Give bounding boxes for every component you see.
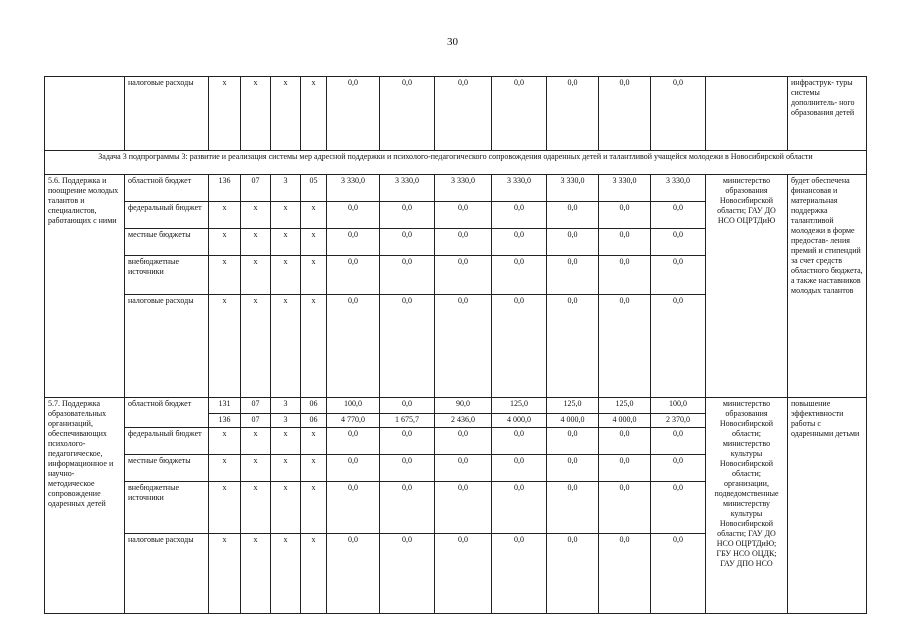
value-cell: 125,0: [492, 398, 547, 414]
executor-cell: [706, 77, 788, 151]
value-cell: 0,0: [492, 482, 547, 534]
code-cell: х: [209, 534, 241, 614]
executor-cell: министерство образования Новосибирской области; министерство культуры Новосибирской области; организации, подведомственные министерству культуры Новосибирской области; ГАУ ДО НСО ОЦРТДиЮ; ГБУ НСО ОЦДК; ГАУ ДПО НСО: [706, 398, 788, 614]
value-cell: 0,0: [380, 295, 435, 398]
code-cell: х: [271, 202, 301, 229]
value-cell: 0,0: [435, 202, 492, 229]
code-cell: 07: [241, 175, 271, 202]
value-cell: 0,0: [651, 428, 706, 455]
value-cell: 0,0: [492, 229, 547, 256]
value-cell: 90,0: [435, 398, 492, 414]
code-cell: х: [241, 482, 271, 534]
value-cell: 3 330,0: [492, 175, 547, 202]
funding-table: [44, 76, 867, 614]
source-cell: внебюджетные источники: [125, 482, 209, 534]
value-cell: 0,0: [380, 229, 435, 256]
source-cell: федеральный бюджет: [125, 428, 209, 455]
code-cell: х: [241, 256, 271, 295]
code-cell: 05: [301, 175, 327, 202]
table-row: [45, 77, 867, 151]
source-cell: внебюджетные источники: [125, 256, 209, 295]
value-cell: 3 330,0: [547, 175, 599, 202]
code-cell: х: [271, 428, 301, 455]
value-cell: 2 370,0: [651, 414, 706, 428]
source-cell: областной бюджет: [125, 398, 209, 428]
code-cell: х: [241, 295, 271, 398]
value-cell: 2 436,0: [435, 414, 492, 428]
value-cell: 100,0: [651, 398, 706, 414]
measure-name: 5.7. Поддержка образовательных организаций, обеспечивающих психолого- педагогическое, информационное и научно- методическое сопровождение одаренных детей: [45, 398, 125, 614]
code-cell: х: [209, 482, 241, 534]
value-cell: 0,0: [599, 77, 651, 151]
source-cell: налоговые расходы: [125, 534, 209, 614]
code-cell: 07: [241, 398, 271, 414]
value-cell: 4 000,0: [492, 414, 547, 428]
value-cell: 0,0: [492, 202, 547, 229]
code-cell: х: [301, 77, 327, 151]
value-cell: 0,0: [599, 202, 651, 229]
value-cell: 0,0: [599, 229, 651, 256]
code-cell: х: [241, 202, 271, 229]
code-cell: х: [271, 482, 301, 534]
source-cell: областной бюджет: [125, 175, 209, 202]
value-cell: 0,0: [327, 455, 380, 482]
task-heading: Задача 3 подпрограммы 3: развитие и реализация системы мер адресной поддержки и психолого-педагогического сопровождения одаренных детей и талантливой учащейся молодежи в Новосибирской области: [45, 151, 867, 175]
source-cell: налоговые расходы: [125, 77, 209, 151]
value-cell: 0,0: [651, 202, 706, 229]
code-cell: х: [271, 534, 301, 614]
value-cell: 0,0: [547, 295, 599, 398]
value-cell: 0,0: [380, 534, 435, 614]
code-cell: х: [301, 256, 327, 295]
value-cell: 0,0: [435, 256, 492, 295]
value-cell: 0,0: [327, 256, 380, 295]
code-cell: х: [271, 229, 301, 256]
code-cell: х: [301, 202, 327, 229]
value-cell: 1 675,7: [380, 414, 435, 428]
value-cell: 0,0: [547, 482, 599, 534]
value-cell: 0,0: [380, 77, 435, 151]
value-cell: 4 770,0: [327, 414, 380, 428]
value-cell: 0,0: [380, 482, 435, 534]
value-cell: 0,0: [599, 455, 651, 482]
value-cell: 4 000,0: [599, 414, 651, 428]
code-cell: х: [209, 256, 241, 295]
executor-cell: министерство образования Новосибирской области; ГАУ ДО НСО ОЦРТДиЮ: [706, 175, 788, 398]
value-cell: 100,0: [327, 398, 380, 414]
value-cell: 0,0: [547, 455, 599, 482]
value-cell: 0,0: [547, 428, 599, 455]
name-cell: [45, 77, 125, 151]
value-cell: 0,0: [651, 455, 706, 482]
value-cell: 0,0: [651, 77, 706, 151]
table-row: [45, 175, 867, 202]
code-cell: 136: [209, 414, 241, 428]
value-cell: 0,0: [492, 455, 547, 482]
value-cell: 0,0: [651, 256, 706, 295]
code-cell: х: [241, 77, 271, 151]
value-cell: 0,0: [547, 77, 599, 151]
value-cell: 0,0: [435, 534, 492, 614]
code-cell: х: [301, 295, 327, 398]
value-cell: 0,0: [599, 256, 651, 295]
code-cell: х: [271, 256, 301, 295]
result-cell: повышение эффективности работы с одаренными детьми: [788, 398, 867, 614]
value-cell: 0,0: [380, 256, 435, 295]
code-cell: х: [301, 482, 327, 534]
value-cell: 0,0: [435, 295, 492, 398]
code-cell: х: [301, 428, 327, 455]
value-cell: 3 330,0: [651, 175, 706, 202]
value-cell: 125,0: [599, 398, 651, 414]
source-cell: местные бюджеты: [125, 455, 209, 482]
code-cell: 06: [301, 398, 327, 414]
value-cell: 0,0: [492, 295, 547, 398]
value-cell: 0,0: [599, 428, 651, 455]
value-cell: 3 330,0: [599, 175, 651, 202]
code-cell: х: [241, 229, 271, 256]
value-cell: 4 000,0: [547, 414, 599, 428]
table-row: [45, 398, 867, 414]
code-cell: х: [209, 295, 241, 398]
value-cell: 0,0: [327, 202, 380, 229]
value-cell: 0,0: [651, 229, 706, 256]
value-cell: 0,0: [327, 428, 380, 455]
value-cell: 0,0: [547, 202, 599, 229]
task-heading-row: [45, 151, 867, 175]
source-cell: местные бюджеты: [125, 229, 209, 256]
value-cell: 3 330,0: [327, 175, 380, 202]
code-cell: х: [241, 455, 271, 482]
result-cell: будет обеспечена финансовая и материальная поддержка талантливой молодежи в форме предостав- ления премий и стипендий за счет средств областного бюджета, а также наставников молодых талантов: [788, 175, 867, 398]
code-cell: х: [301, 455, 327, 482]
measure-name: 5.6. Поддержка и поощрение молодых талантов и специалистов, работающих с ними: [45, 175, 125, 398]
value-cell: 0,0: [380, 428, 435, 455]
value-cell: 0,0: [327, 534, 380, 614]
code-cell: х: [209, 77, 241, 151]
value-cell: 0,0: [435, 482, 492, 534]
value-cell: 0,0: [435, 428, 492, 455]
value-cell: 0,0: [599, 295, 651, 398]
code-cell: х: [271, 295, 301, 398]
code-cell: 136: [209, 175, 241, 202]
code-cell: 3: [271, 414, 301, 428]
code-cell: х: [209, 455, 241, 482]
code-cell: х: [271, 455, 301, 482]
value-cell: 0,0: [547, 256, 599, 295]
page-number: 30: [447, 36, 458, 48]
code-cell: х: [241, 428, 271, 455]
value-cell: 0,0: [651, 534, 706, 614]
value-cell: 0,0: [492, 77, 547, 151]
code-cell: х: [241, 534, 271, 614]
code-cell: х: [271, 77, 301, 151]
value-cell: 0,0: [547, 229, 599, 256]
value-cell: 0,0: [380, 202, 435, 229]
code-cell: х: [301, 229, 327, 256]
value-cell: 0,0: [651, 482, 706, 534]
value-cell: 0,0: [435, 455, 492, 482]
value-cell: 0,0: [599, 482, 651, 534]
value-cell: 0,0: [380, 398, 435, 414]
value-cell: 3 330,0: [380, 175, 435, 202]
value-cell: 0,0: [492, 256, 547, 295]
value-cell: 0,0: [327, 482, 380, 534]
value-cell: 0,0: [327, 229, 380, 256]
code-cell: 131: [209, 398, 241, 414]
source-cell: федеральный бюджет: [125, 202, 209, 229]
source-cell: налоговые расходы: [125, 295, 209, 398]
value-cell: 0,0: [492, 428, 547, 455]
value-cell: 0,0: [380, 455, 435, 482]
value-cell: 0,0: [327, 77, 380, 151]
code-cell: х: [209, 428, 241, 455]
value-cell: 0,0: [547, 534, 599, 614]
code-cell: 06: [301, 414, 327, 428]
code-cell: 3: [271, 398, 301, 414]
code-cell: х: [209, 202, 241, 229]
value-cell: 0,0: [651, 295, 706, 398]
code-cell: 3: [271, 175, 301, 202]
result-cell: инфраструк- туры системы дополнитель- ного образования детей: [788, 77, 867, 151]
code-cell: 07: [241, 414, 271, 428]
code-cell: х: [301, 534, 327, 614]
value-cell: 0,0: [435, 77, 492, 151]
value-cell: 0,0: [435, 229, 492, 256]
value-cell: 0,0: [327, 295, 380, 398]
code-cell: х: [209, 229, 241, 256]
value-cell: 3 330,0: [435, 175, 492, 202]
value-cell: 0,0: [492, 534, 547, 614]
value-cell: 0,0: [599, 534, 651, 614]
value-cell: 125,0: [547, 398, 599, 414]
